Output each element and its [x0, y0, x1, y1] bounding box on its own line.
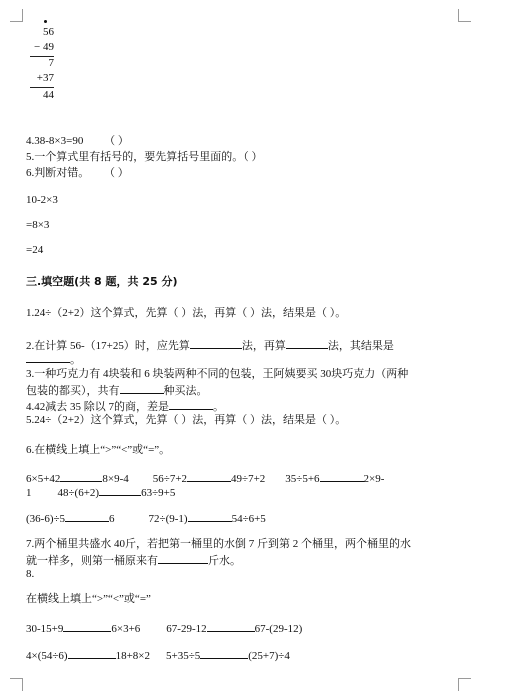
- fill-question-3-line1: 3.一种巧克力有 4块装和 6 块装两种不同的包装，王阿姨要买 30块巧克力（两种: [26, 368, 409, 380]
- question-6: [26, 166, 129, 180]
- q4-expression: 4.38-8×3=90: [26, 135, 84, 147]
- f6-r2-expr-2: 48÷(6+2): [57, 487, 100, 499]
- q6-answer-paren[interactable]: （ ）: [104, 167, 129, 179]
- f2-text-a: 2.在计算 56-（17+25）时，应先算: [26, 340, 190, 352]
- corner-mark-bottom-right: [458, 678, 471, 691]
- f6-r1-expr-4: 49÷7+2: [231, 473, 266, 485]
- fill-question-7-line2: [26, 552, 241, 568]
- f8-r2-expr-2: 18+8×2: [115, 650, 150, 662]
- f8-r2-blank-1[interactable]: [68, 647, 116, 659]
- fill-question-8-number: 8.: [26, 568, 35, 580]
- fill-question-2-cont: [26, 351, 81, 367]
- f7-text-b: 斤水。: [208, 555, 241, 567]
- section-3-title: 三.填空题(共 8 题，共 25 分): [26, 275, 178, 288]
- fill-question-8-title: 在横线上填上“>”“<”或“=”: [26, 593, 151, 605]
- vcalc-number-3: 7: [48, 57, 54, 69]
- fill-question-1: 1.24÷（2+2）这个算式，先算（ ）法，再算（ ）法，结果是（ ）。: [26, 307, 347, 319]
- f7-blank[interactable]: [158, 552, 208, 564]
- f2-blank-1[interactable]: [190, 337, 242, 349]
- f6-r1-expr-1: 6×5+42: [26, 473, 61, 485]
- f3-blank[interactable]: [120, 382, 164, 394]
- f8-r1-expr-1: 30-15+9: [26, 623, 64, 635]
- f6-r1-expr-2: 8×9-4: [102, 473, 129, 485]
- fill-question-3-line2: [26, 382, 208, 398]
- f6-r3-expr-3: 72÷(9-1): [148, 513, 188, 525]
- f6-r1-expr-5: 35÷5+6: [285, 473, 320, 485]
- f6-r3-blank-2[interactable]: [188, 510, 232, 522]
- q6-text: 6.判断对错。: [26, 167, 90, 179]
- f6-r3-expr-4: 54÷6+5: [231, 513, 266, 525]
- f4-text-a: 4.42减去 35 除以 7的商，差是: [26, 401, 169, 413]
- f8-r1-blank-1[interactable]: [63, 620, 111, 632]
- f3-text-b: 种买法。: [163, 385, 208, 397]
- f2-blank-3[interactable]: [26, 351, 70, 363]
- f3-text-a: 包装的都买），共有: [26, 385, 120, 397]
- f8-r2-expr-3: 5+35÷5: [166, 650, 201, 662]
- f6-r3-expr-1: (36-6)÷5: [26, 513, 66, 525]
- f4-blank[interactable]: [169, 398, 213, 410]
- f6-r2-expr-1: 1: [26, 487, 32, 499]
- f8-r1-expr-3: 67-29-12: [166, 623, 207, 635]
- f2-blank-2[interactable]: [286, 337, 328, 349]
- q6-step-1: 10-2×3: [26, 194, 58, 206]
- f6-r3-expr-2: 6: [109, 513, 115, 525]
- q6-step-3: =24: [26, 244, 44, 256]
- vertical-calculation: [28, 18, 58, 110]
- f8-r1-expr-2: 6×3+6: [111, 623, 141, 635]
- question-5: 5.一个算式里有括号的，要先算括号里面的。（ ）: [26, 151, 263, 163]
- corner-mark-top-right: [458, 9, 471, 22]
- f8-r1-expr-4: 67-(29-12): [254, 623, 303, 635]
- f2-text-d: 。: [70, 354, 81, 366]
- q4-answer-paren[interactable]: （ ）: [104, 135, 129, 147]
- fill-question-5: 5.24÷（2+2）这个算式，先算（ ）法，再算（ ）法，结果是（ ）。: [26, 414, 347, 426]
- vcalc-number-4: +37: [36, 72, 54, 84]
- f4-text-b: 。: [213, 401, 224, 413]
- f8-r2-expr-1: 4×(54÷6): [26, 650, 68, 662]
- f6-row-3: [26, 510, 266, 526]
- corner-mark-top-left: [10, 9, 23, 22]
- f6-r2-blank-1[interactable]: [99, 484, 141, 496]
- vcalc-number-5: 44: [43, 89, 54, 101]
- f7-text-a: 就一样多，则第一桶原来有: [26, 555, 158, 567]
- vcalc-number-1: 56: [43, 26, 54, 38]
- q6-step-2: =8×3: [26, 219, 50, 231]
- f8-r1-blank-2[interactable]: [207, 620, 255, 632]
- f6-r2-expr-3: 63÷9+5: [141, 487, 176, 499]
- f6-r1-expr-6: 2×9-: [363, 473, 385, 485]
- vcalc-number-2: − 49: [34, 41, 54, 53]
- f8-row-2: [26, 647, 290, 663]
- fill-question-2: [26, 337, 394, 353]
- f2-text-c: 法，其结果是: [327, 340, 394, 352]
- corner-mark-bottom-left: [10, 678, 23, 691]
- f8-r2-blank-2[interactable]: [200, 647, 248, 659]
- carry-dot: [44, 20, 47, 23]
- vcalc-rule-2: [30, 87, 54, 88]
- f6-r1-expr-3: 56÷7+2: [152, 473, 188, 485]
- f8-row-1: [26, 620, 302, 636]
- question-4: [26, 134, 129, 148]
- fill-question-4: [26, 398, 224, 414]
- f6-r1-blank-3[interactable]: [320, 470, 364, 482]
- f2-text-b: 法，再算: [241, 340, 286, 352]
- fill-question-7-line1: 7.两个桶里共盛水 40斤，若把第一桶里的水倒 7 斤到第 2 个桶里，两个桶里的水: [26, 538, 411, 550]
- f6-r1-blank-2[interactable]: [187, 470, 231, 482]
- fill-question-6-title: 6.在横线上填上“>”“<”或“=”。: [26, 444, 171, 456]
- f8-r2-expr-4: (25+7)÷4: [248, 650, 290, 662]
- f6-r3-blank-1[interactable]: [65, 510, 109, 522]
- f6-row-2: [26, 484, 175, 500]
- f6-r1-blank-1[interactable]: [60, 470, 102, 482]
